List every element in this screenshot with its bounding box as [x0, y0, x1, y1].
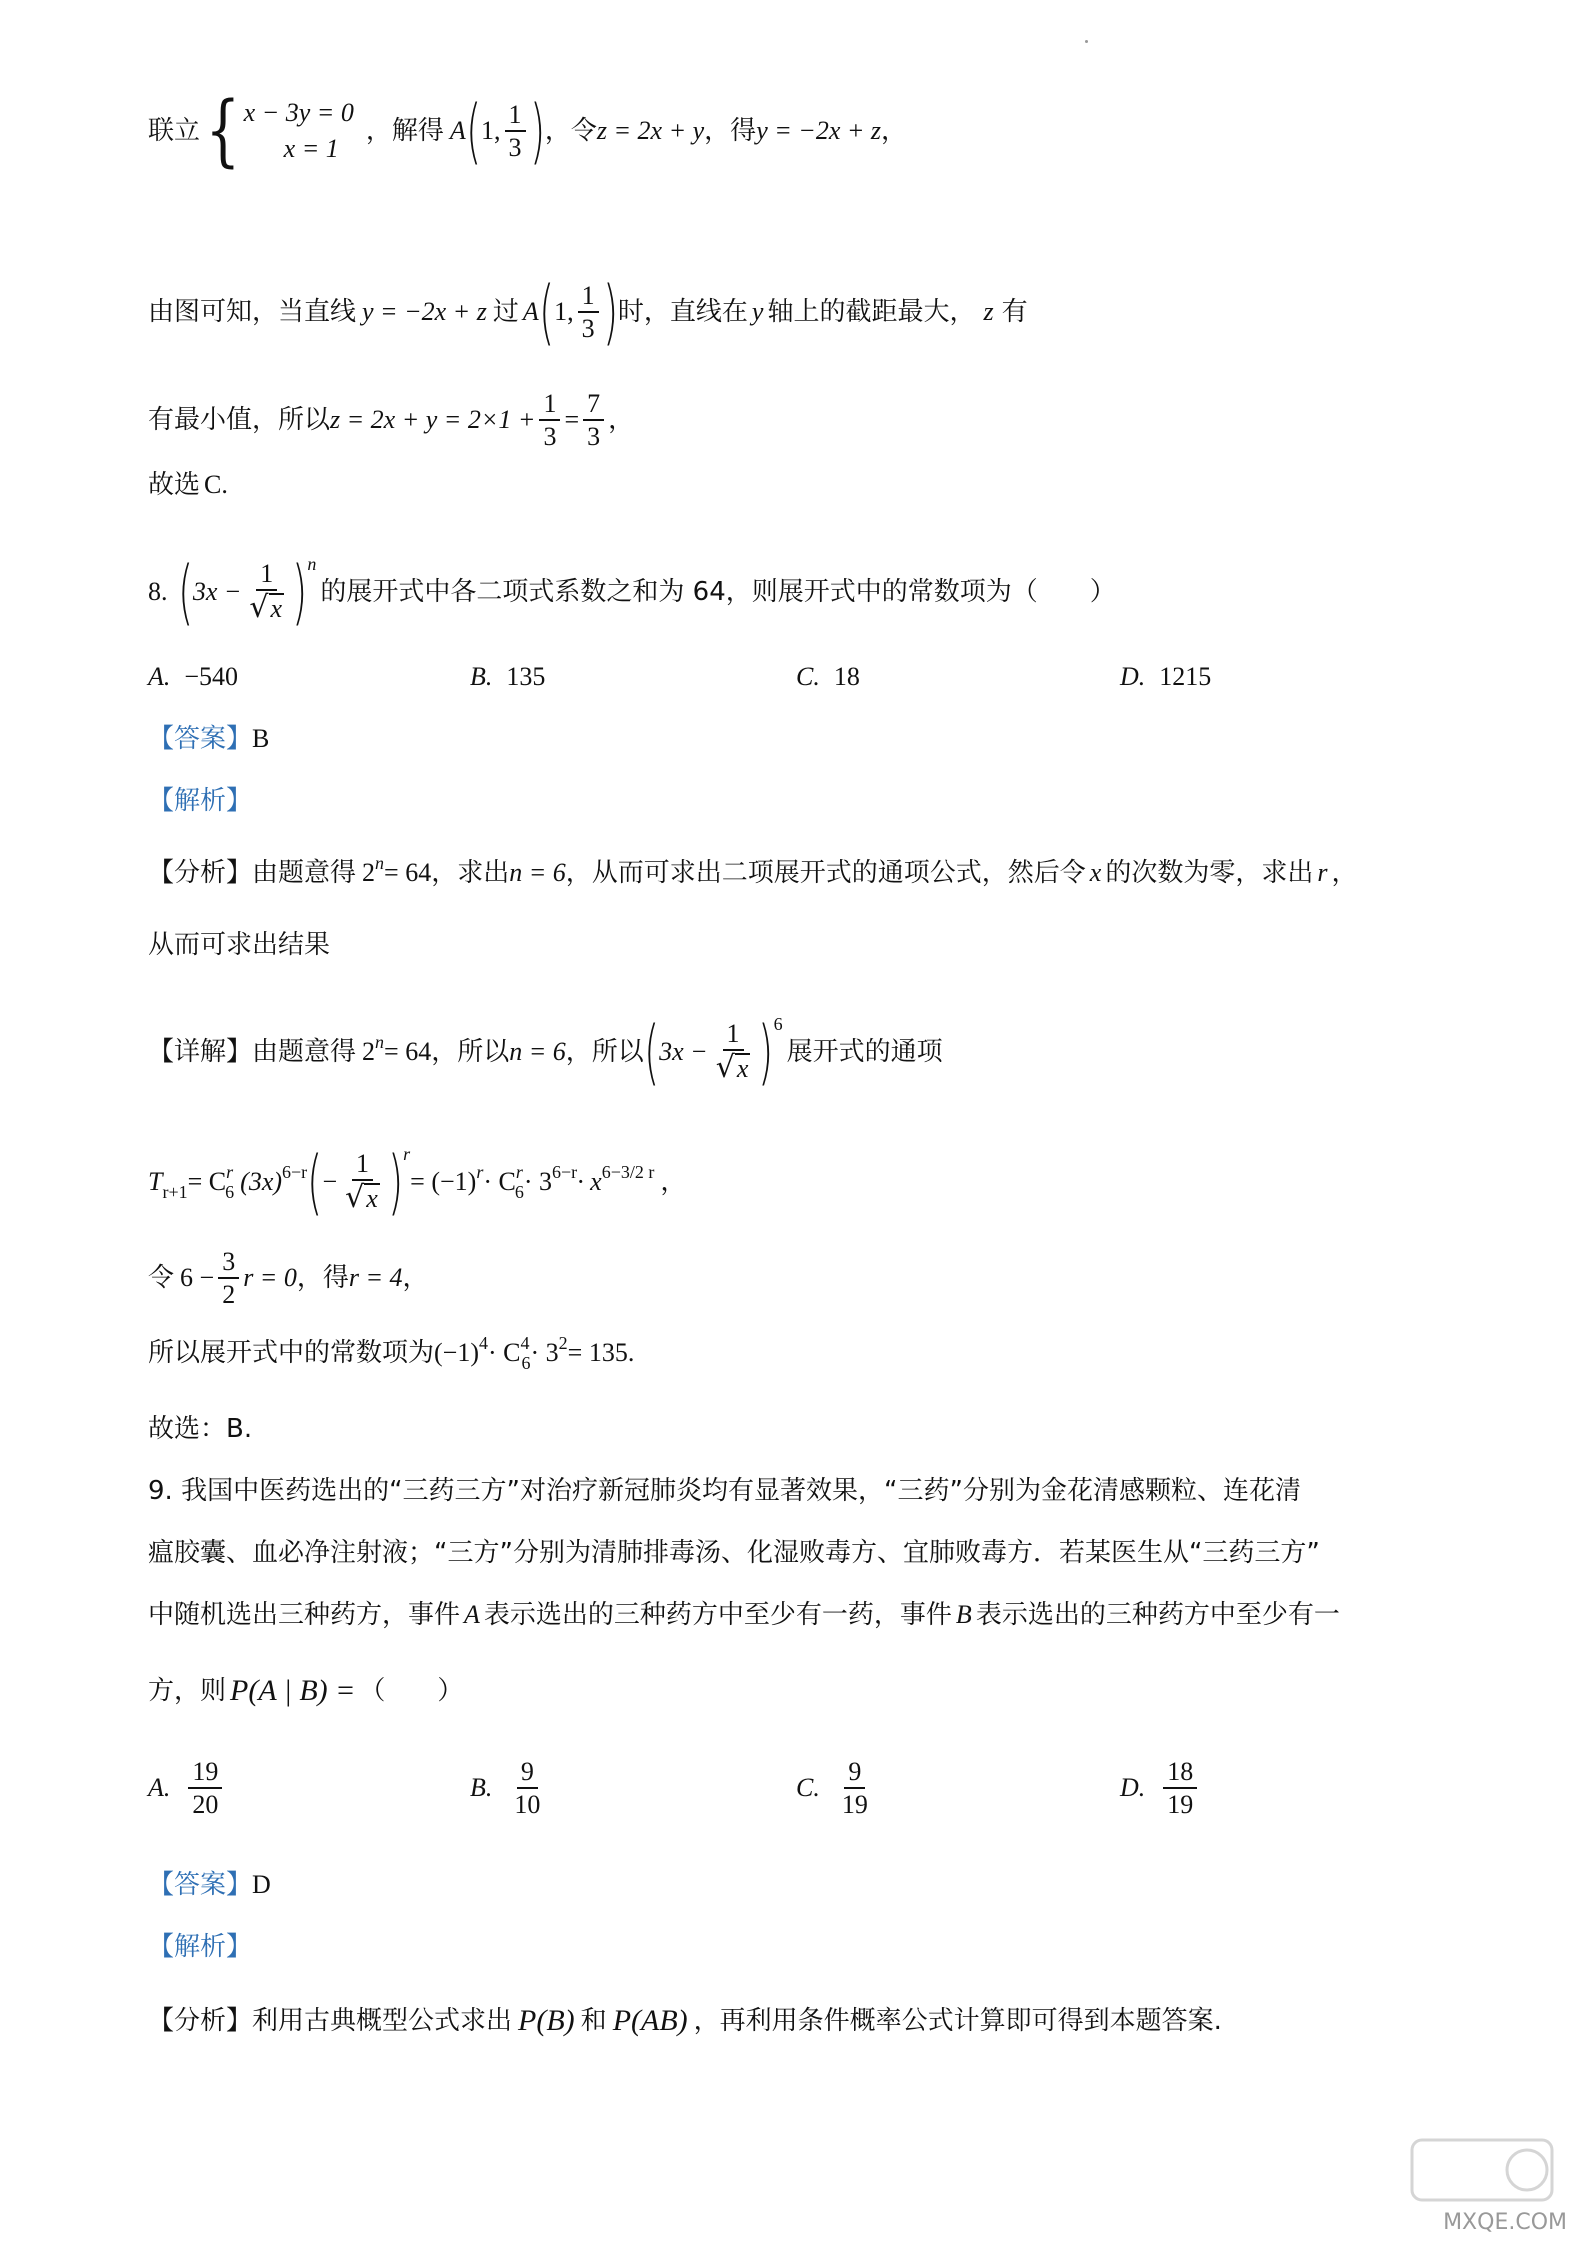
option-label: A.	[148, 662, 171, 691]
text: 有最小值，所以	[148, 405, 331, 436]
coord: 1,	[481, 116, 501, 146]
coord: 1,	[554, 297, 574, 327]
constant-term	[148, 1333, 635, 1373]
text: ，令	[544, 116, 597, 147]
paren: (	[177, 550, 193, 633]
sqrt: √ x	[345, 1180, 378, 1216]
q9-option-a[interactable]	[148, 1758, 226, 1819]
paren: )	[602, 271, 618, 354]
eq: r = 0	[243, 1263, 297, 1293]
var: z	[983, 297, 994, 327]
num: 1	[578, 282, 599, 313]
q9-line-1	[148, 1478, 1301, 1504]
eq: = 64	[384, 858, 432, 887]
eq: 2	[362, 1036, 376, 1066]
radicand: x	[366, 1184, 378, 1214]
eq: n = 6	[509, 1036, 566, 1066]
sqrt: √ x	[249, 590, 283, 626]
eq: = 135	[567, 1338, 628, 1367]
exponent: 2	[558, 1333, 568, 1353]
text: 和	[580, 2006, 607, 2036]
text: ，所以	[565, 1036, 644, 1067]
q8-analysis-head	[148, 788, 252, 814]
text: （ ）	[359, 1676, 464, 1706]
fraction	[583, 390, 604, 451]
var: r	[1317, 858, 1328, 887]
den: 10	[514, 1790, 541, 1820]
option-label: B.	[470, 1773, 493, 1803]
eq: · x	[577, 1166, 602, 1196]
fraction	[838, 1758, 872, 1819]
paren: )	[387, 1140, 403, 1223]
text: 利用古典概型公式求出	[252, 2006, 513, 2036]
text: ，得	[296, 1263, 349, 1294]
fraction	[341, 1149, 384, 1216]
line-4	[148, 472, 228, 498]
num: 1	[505, 101, 526, 132]
eq: = C	[187, 1166, 227, 1196]
eq: P(A | B) =	[230, 1674, 356, 1707]
q8-xiangjie	[148, 1010, 943, 1093]
num: 9	[517, 1758, 538, 1789]
den: 3	[587, 422, 601, 452]
q9-line-4	[148, 1676, 463, 1706]
eq2: x = 1	[283, 134, 339, 164]
term: T	[148, 1166, 163, 1196]
fraction	[218, 1248, 239, 1309]
num: 1	[723, 1020, 744, 1051]
fraction	[505, 101, 526, 162]
option-value: −540	[184, 662, 239, 691]
den: 20	[192, 1790, 219, 1820]
eq: = 64	[384, 1036, 432, 1066]
option-label: A.	[148, 1773, 171, 1803]
eq: =	[564, 405, 580, 435]
superscript: r	[515, 1161, 523, 1182]
q8-option-b[interactable]	[470, 664, 545, 690]
text: .	[627, 1338, 635, 1367]
line-2	[148, 271, 1028, 354]
subscript: 6	[514, 1181, 524, 1202]
paren: (	[465, 90, 481, 173]
line-3	[148, 390, 634, 451]
q8-option-a[interactable]	[148, 664, 238, 690]
subscript: 6	[225, 1181, 235, 1202]
exponent: r	[403, 1143, 411, 1164]
q9-option-b[interactable]	[470, 1758, 548, 1819]
eq: · C	[483, 1166, 516, 1196]
fraction	[1163, 1758, 1197, 1819]
eq: r = 4	[348, 1263, 403, 1293]
text: ，	[881, 116, 908, 147]
text: 所以展开式中的常数项为	[148, 1338, 435, 1368]
text: ，	[402, 1263, 429, 1294]
option-value: 18	[833, 662, 860, 691]
text: .	[221, 470, 228, 499]
equation-system	[244, 100, 354, 162]
text: 由图可知，当直线	[148, 297, 357, 328]
text: 瘟胶囊、血必净注射液；“三方”分别为清肺排毒汤、化湿败毒方、宜肺败毒方．若某医生从“三药三方”	[148, 1538, 1320, 1568]
fraction	[245, 559, 288, 626]
line-system	[148, 86, 908, 176]
var: B	[955, 1600, 972, 1629]
text: 有	[1001, 297, 1028, 328]
exponent: n	[375, 1031, 385, 1052]
text: 令	[148, 1263, 175, 1294]
exponent: 6−r	[552, 1161, 578, 1182]
eq: y = −2x + z	[756, 116, 882, 146]
general-term	[148, 1140, 687, 1223]
eq: 2	[362, 858, 376, 887]
option-value: 135	[506, 662, 546, 691]
fraction	[510, 1758, 544, 1819]
text: 故选：B.	[148, 1414, 253, 1444]
text: 从而可求出结果	[148, 930, 331, 960]
text: ，解得	[365, 116, 444, 147]
option-label: B.	[470, 662, 493, 691]
var: x	[1089, 858, 1102, 887]
q9-line-2	[148, 1540, 1320, 1566]
section-label: 【分析】	[148, 2006, 253, 2036]
text: 由题意得	[252, 1036, 357, 1067]
q9-answer	[148, 1872, 271, 1898]
text: 的次数为零，求出	[1105, 858, 1314, 888]
q8-answer	[148, 726, 269, 752]
text: 表示选出的三种药方中至少有一	[975, 1600, 1340, 1630]
subscript: r+1	[162, 1181, 188, 1202]
answer-value: B	[252, 724, 270, 753]
eq: 6 −	[180, 1263, 215, 1293]
brace: {	[205, 86, 241, 176]
exponent: n	[307, 553, 317, 574]
q9-line-3	[148, 1602, 1340, 1628]
q8-fenxi-2	[148, 932, 330, 958]
num: 19	[188, 1758, 222, 1789]
text: 过	[492, 297, 519, 328]
text: ，	[608, 405, 635, 436]
text: ，求出	[431, 858, 510, 888]
num: 3	[218, 1248, 239, 1279]
set-zero	[148, 1248, 429, 1309]
text: 轴上的截距最大，	[767, 297, 976, 328]
exponent: 6−r	[282, 1161, 308, 1182]
eq: · C	[488, 1338, 521, 1367]
text: 由题意得	[252, 858, 357, 888]
text: ，	[660, 1166, 687, 1197]
radicand: x	[270, 594, 283, 624]
q8-option-d[interactable]	[1120, 664, 1211, 690]
fraction	[188, 1758, 222, 1819]
exponent: n	[375, 853, 385, 873]
eq: n = 6	[509, 858, 566, 887]
text: ，从而可求出二项展开式的通项公式，然后令	[565, 858, 1086, 888]
q8-option-c[interactable]	[796, 664, 860, 690]
text: 表示选出的三种药方中至少有一药，事件	[483, 1600, 952, 1630]
choose-b	[148, 1416, 252, 1442]
question-number: 8.	[148, 576, 168, 606]
option-label: C.	[796, 1773, 820, 1803]
den: 3	[508, 133, 522, 163]
text: ，得	[704, 116, 757, 147]
radicand: x	[736, 1054, 749, 1084]
fraction	[539, 390, 560, 451]
q9-analysis-head	[148, 1934, 252, 1960]
q9-fenxi	[148, 2006, 1222, 2036]
eq: P(AB)	[612, 2004, 688, 2037]
answer-label: 【答案】	[148, 1870, 253, 1900]
option-value: 1215	[1159, 662, 1212, 691]
den: 2	[222, 1280, 236, 1310]
eq: · 3	[523, 1166, 553, 1196]
sqrt: √ x	[715, 1050, 749, 1086]
num: 9	[844, 1758, 865, 1789]
text: 展开式的通项	[786, 1036, 943, 1067]
analysis-label: 【解析】	[148, 786, 253, 816]
paren: (	[643, 1010, 659, 1093]
num: 1	[539, 390, 560, 421]
text: 的展开式中各二项式系数之和为 64，则展开式中的常数项为（ ）	[320, 576, 1116, 607]
paren: (	[538, 271, 554, 354]
text: ，再利用条件概率公式计算即可得到本题答案.	[693, 2006, 1222, 2036]
paren: )	[529, 90, 545, 173]
text: 中随机选出三种药方，事件	[148, 1600, 461, 1630]
text: 联立	[148, 116, 201, 147]
q8-stem	[148, 550, 1116, 633]
text: ，	[1331, 858, 1358, 888]
answer: C	[204, 470, 222, 499]
den: 3	[543, 422, 557, 452]
paren: )	[758, 1010, 774, 1093]
exponent: 6	[773, 1013, 783, 1034]
den: 19	[1167, 1790, 1194, 1820]
num: 1	[256, 560, 277, 591]
text: 9. 我国中医药选出的“三药三方”对治疗新冠肺炎均有显著效果，“三药”分别为金花清感颗粒、连花清	[148, 1476, 1301, 1506]
option-label: D.	[1120, 662, 1146, 691]
num: 7	[583, 390, 604, 421]
text: ，所以	[431, 1036, 510, 1067]
den: 3	[581, 314, 595, 344]
subscript: 6	[521, 1353, 531, 1373]
eq: z = 2x + y = 2×1 +	[330, 405, 536, 435]
watermark-text: MXQE.COM	[1443, 2210, 1567, 2235]
fraction	[712, 1019, 755, 1086]
q9-option-d[interactable]	[1120, 1758, 1201, 1819]
answer-value: D	[252, 1870, 271, 1899]
section-label: 【分析】	[148, 858, 253, 888]
superscript: r	[226, 1161, 234, 1182]
paren: )	[292, 550, 308, 633]
eq1: x − 3y = 0	[243, 98, 354, 128]
stray-dot	[1085, 40, 1088, 43]
point-label: A	[449, 116, 466, 146]
answer-label: 【答案】	[148, 724, 253, 754]
var: A	[464, 1600, 480, 1629]
num: 18	[1163, 1758, 1197, 1789]
den: 19	[841, 1790, 868, 1820]
superscript: 4	[520, 1333, 530, 1353]
eq: z = 2x + y	[596, 116, 705, 146]
expr: 3x −	[192, 576, 242, 606]
section-label: 【详解】	[148, 1036, 253, 1067]
expr: 3x −	[659, 1036, 708, 1066]
text: 时，直线在	[617, 297, 748, 328]
text: 方，则	[148, 1676, 227, 1706]
text: 故选	[148, 470, 201, 500]
option-label: D.	[1120, 1773, 1146, 1803]
expr: (3x)	[240, 1166, 283, 1196]
paren: (	[307, 1140, 323, 1223]
eq: P(B)	[518, 2004, 575, 2037]
q8-fenxi	[148, 853, 1358, 888]
q9-option-c[interactable]	[796, 1758, 876, 1819]
num: 1	[352, 1150, 373, 1181]
eq: (−1)	[434, 1338, 479, 1367]
eq: · 3	[530, 1338, 559, 1367]
analysis-label: 【解析】	[148, 1932, 253, 1962]
exponent: 4	[479, 1333, 488, 1353]
point: A	[522, 297, 539, 327]
minus: −	[322, 1166, 338, 1196]
eq: y = −2x + z	[362, 297, 487, 327]
option-label: C.	[796, 662, 820, 691]
exponent: 6−3/2 r	[601, 1161, 655, 1182]
exponent: r	[476, 1161, 484, 1182]
eq: = (−1)	[410, 1166, 477, 1196]
var: y	[751, 297, 764, 327]
fraction	[578, 282, 599, 343]
